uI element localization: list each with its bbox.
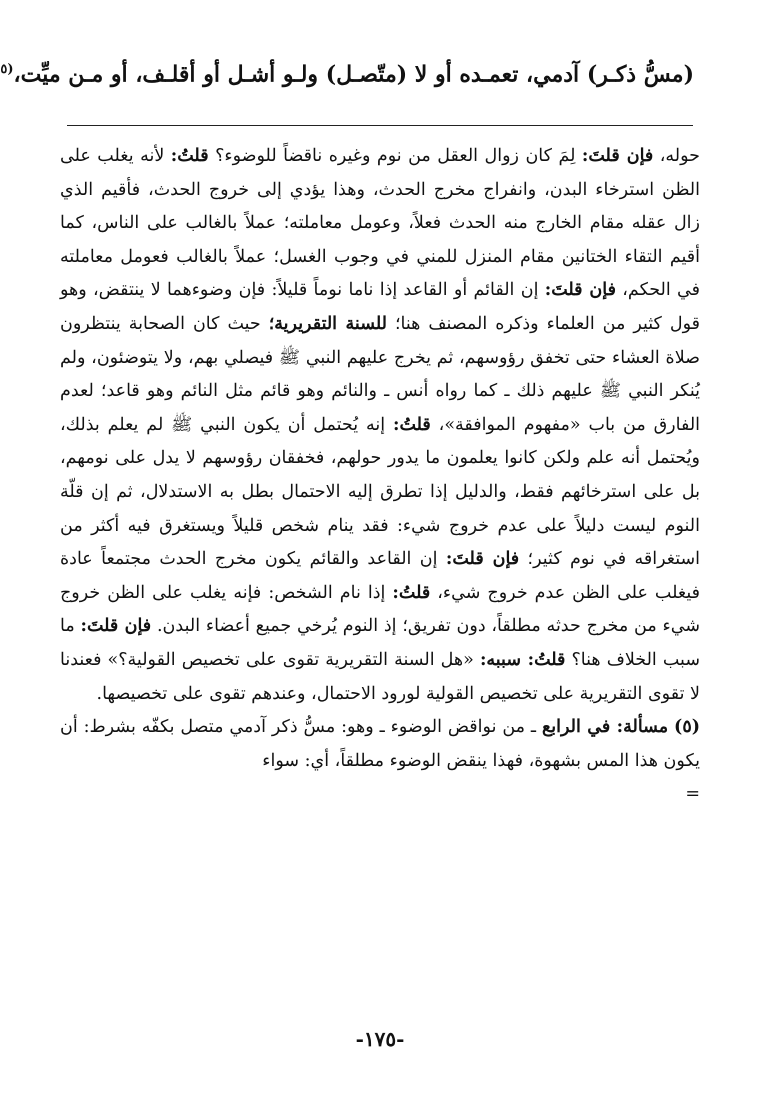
keyword-run: فإن قلتَ: bbox=[445, 549, 520, 570]
keyword-run: فإن قلتَ: bbox=[544, 280, 616, 301]
footnote-number: (٥) bbox=[674, 717, 700, 738]
keyword-run: قلتُ: bbox=[392, 414, 431, 435]
keyword-run: للسنة التقريرية؛ bbox=[268, 313, 387, 334]
text-run: حيث كان الصحابة ينتظرون صلاة العشاء حتى تخفق رؤوسهم، ثم يخرج عليهم النبي ﷺ فيصلي بهم، ولا يتوضئون، ولم يُنكر النبي ﷺ عليهم ذلك ـ كما رواه أنس ـ والنائم وهو قائم مثل النائم وهو قاعد؛ لعدم الفارق من باب «مفهوم الموافقة»، bbox=[60, 313, 701, 435]
footnote-paragraph-1 bbox=[60, 140, 700, 711]
main-text-line bbox=[0, 50, 694, 94]
footnote-block bbox=[60, 140, 700, 812]
text-run: «هل السنة التقريرية تقوى على تخصيص القولية؟» فعندنا لا تقوى التقريرية على تخصيص القولية لورود الاحتمال، وعندهم تقوى على تخصيصها. bbox=[60, 649, 700, 704]
issue-text: ـ من نواقض الوضوء ـ وهو: مسُّ ذكر آدمي متصل بكفّه بشرط: أن يكون هذا المس بشهوة، فهذا ينقض الوضوء مطلقاً، أي: سواء bbox=[60, 717, 700, 771]
footnote-divider bbox=[67, 125, 693, 126]
keyword-run: قلتُ: bbox=[170, 146, 209, 166]
page-number: -١٧٥- bbox=[355, 1027, 405, 1051]
keyword-run: قلتُ: bbox=[392, 582, 431, 603]
main-text: (مسُّ ذكـر) آدمي، تعمـده أو لا (متّصـل) ولـو أشـل أو أقلـف، أو مـن ميِّت، bbox=[13, 61, 694, 88]
text-run: ما سبب الخلاف هنا؟ bbox=[60, 616, 700, 670]
continuation-mark: = bbox=[685, 784, 700, 805]
text-run: لِمَ كان زوال العقل من نوم وغيره ناقضاً للوضوء؟ bbox=[208, 146, 582, 166]
footnote-paragraph-2 bbox=[60, 711, 700, 812]
issue-label: مسألة: في الرابع bbox=[541, 717, 669, 738]
keyword-run: فإن قلتَ: bbox=[80, 616, 152, 637]
text-run: إن القاعد والقائم يكون مخرج الحدث مجتمعاً عادة فيغلب على الظن عدم خروج شيء، bbox=[60, 549, 700, 603]
keyword-run: قلتُ: سببه: bbox=[479, 649, 566, 670]
keyword-run: فإن قلتَ: bbox=[581, 146, 654, 166]
text-run: لأنه يغلب على الظن استرخاء البدن، وانفراج مخرج الحدث، وهذا يؤدي إلى خروج الحدث، فأقيم الذي زال عقله مقام الخارج منه الحدث فعلاً، وعومل معاملته؛ عملاً بالغالب على الناس، كما أقيم التقاء الختانين مقام المنزل للمني في وجوب الغسل؛ عملاً بالغالب فعومل معاملته في الحكم، bbox=[60, 146, 700, 301]
footnote-marker: (٥ bbox=[0, 62, 14, 77]
text-run: إذا نام الشخص: فإنه يغلب على الظن خروج شيء من مخرج حدثه مطلقاً، دون تفريق؛ إذ النوم يُرخي جميع أعضاء البدن. bbox=[60, 582, 700, 637]
text-run: إن القائم أو القاعد إذا ناما نوماً قليلاً: فإن وضوءهما لا ينتقض، وهو قول كثير من العلماء وذكره المصنف هنا؛ bbox=[60, 280, 700, 334]
text-run: إنه يُحتمل أن يكون النبي ﷺ لم يعلم بذلك، ويُحتمل أنه علم ولكن كانوا يعلمون ما يدور حولهم، فخفقان رؤوسهم لا يدل على نومهم، بل على استرخائهم فقط، والدليل إذا تطرق إليه الاحتمال بطل به الاستدلال، ثم إن قلّة النوم ليست دليلاً على عدم خروج شيء: فقد ينام شخص قليلاً ويستغرق فيه أكثر من استغراقه في نوم كثير؛ bbox=[60, 414, 700, 570]
text-run: حوله، bbox=[653, 146, 700, 166]
